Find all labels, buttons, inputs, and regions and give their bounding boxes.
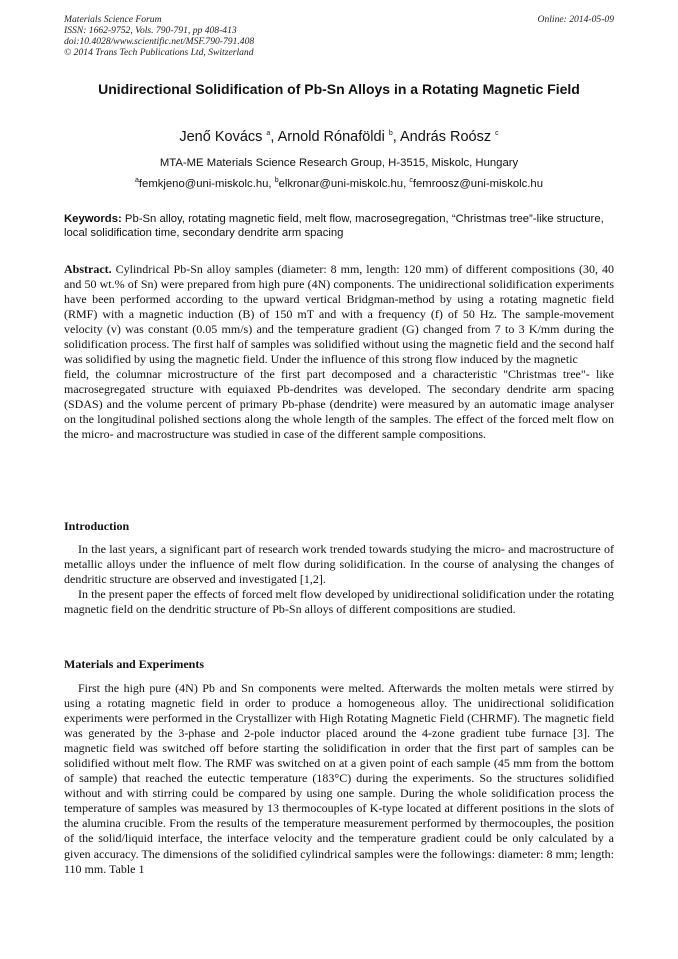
keywords-text: Pb-Sn alloy, rotating magnetic field, melt flow, macrosegregation, “Christmas tree”-like structure, local solidification time, secondary dendrite arm spacing <box>64 213 604 239</box>
email-sup: b <box>274 177 279 185</box>
journal-name: Materials Science Forum <box>64 14 162 25</box>
email-sup: c <box>409 177 413 185</box>
email-list: $^a$femkjeno@uni-miskolc.hu, $^b$elkronar@uni-miskolc.hu, $^c$femroosz@uni-miskolc.hu <box>135 177 543 190</box>
abstract-text-part2: field, the columnar microstructure of the first part decomposed and a characteristic "Christmas tree"- like macrosegregated structure with equiaxed Pb-dendrites was developed. The secondary dendrite arm spacing (SDAS) and the volume percent of primary Pb-phase (dendrite) were measured by an automatic image analyser on the longitudinal polished sections along the whole length of the samples. The effect of the forced melt flow on the micro- and macrostructure was studied in case of the different sample compositions. <box>64 367 614 441</box>
author-sup: b <box>388 130 393 138</box>
paper-title: Unidirectional Solidification of Pb-Sn Alloys in a Rotating Magnetic Field <box>98 81 580 97</box>
email-link[interactable]: femkjeno@uni-miskolc.hu <box>138 178 269 190</box>
intro-paragraph-1: In the last years, a significant part of research work trended towards studying the micro- and macrostructure of metallic alloys under the influence of melt flow during solidification. In the course of analysing the changes of dendritic structure are observed and investigated [1,2]. <box>64 542 614 587</box>
materials-paragraph-1: First the high pure (4N) Pb and Sn components were melted. Afterwards the molten metals were stirred by using a rotating magnetic field in order to produce a homogeneous alloy. The unidirectional solidification experiments were performed in the Crystallizer with High Rotating Magnetic Field (CHRMF). The magnetic field was generated by the 3-phase and 2-pole inductor placed around the 4-zone gradient tube furnace [3]. The magnetic field was switched off before starting the solidification in order that the first part of samples can be solidified without melt flow. The RMF was switched on at a given point of each sample (45 mm from the bottom of sample) that reached the eutectic temperature (183°C) during the experiments. So the structures solidified without and with stirring could be compared by using one sample. During the whole solidification process the temperature of samples was measured by 13 thermocouples of K-type located at different positions in the slots of the alumina crucible. From the results of the temperature measurement performed by thermocouples, the position of the solid/liquid interface, the interface velocity and the temperature gradient could be only calculated by a given accuracy. The dimensions of the solidified cylindrical samples were the followings: diameter: 8 mm; length: 110 mm. Table 1 <box>64 681 614 876</box>
keywords-label: Keywords: <box>64 213 122 225</box>
copyright-line: © 2014 Trans Tech Publications Ltd, Switzerland <box>64 47 254 58</box>
email-link[interactable]: femroosz@uni-miskolc.hu <box>412 178 543 190</box>
email-sup: a <box>135 177 139 185</box>
abstract-text-part1: Cylindrical Pb-Sn alloy samples (diameter: 8 mm, length: 120 mm) of different compositions (30, 40 and 50 wt.% of Sn) were prepared from high pure (4N) components. The unidirectional solidification experiments have been performed according to the upward vertical Bridgman-method by using a rotating magnetic field (RMF) with a magnetic induction (B) of 150 mT and with a frequency (f) of 50 Hz. The sample-movement velocity (v) was constant (0.05 mm/s) and the temperature gradient (G) changed from 7 to 3 K/mm during the solidification process. The first half of samples was solidified without using the magnetic field and the second half was solidified by using the magnetic field. Under the influence of this strong flow induced by the magnetic <box>64 262 614 366</box>
author-sup: a <box>266 130 271 138</box>
intro-paragraph-2: In the present paper the effects of forced melt flow developed by unidirectional solidification under the rotating magnetic field on the dendritic structure of Pb-Sn alloys of different compositions are studied. <box>64 587 614 617</box>
author-name: András Roósz <box>400 129 492 145</box>
author-sup: c <box>495 130 499 138</box>
author-name: Arnold Rónaföldi <box>277 129 385 145</box>
doi-line: doi:10.4028/www.scientific.net/MSF.790-791.408 <box>64 36 255 47</box>
journal-header <box>64 14 614 58</box>
affiliation: MTA-ME Materials Science Research Group, H-3515, Miskolc, Hungary <box>159 157 519 169</box>
introduction-heading: Introduction <box>64 519 130 533</box>
author-name: Jenő Kovács <box>179 129 263 145</box>
keywords-block <box>64 212 614 240</box>
email-link[interactable]: elkronar@uni-miskolc.hu <box>278 178 404 190</box>
materials-heading: Materials and Experiments <box>64 657 204 671</box>
online-date: Online: 2014-05-09 <box>537 14 614 25</box>
issn-line: ISSN: 1662-9752, Vols. 790-791, pp 408-413 <box>64 25 237 36</box>
abstract-label: Abstract. <box>64 262 112 276</box>
abstract-block <box>64 262 614 442</box>
author-list: Jenő Kovács $^a$, Arnold Rónaföldi $^b$, András Roósz $^c$ <box>179 129 499 145</box>
